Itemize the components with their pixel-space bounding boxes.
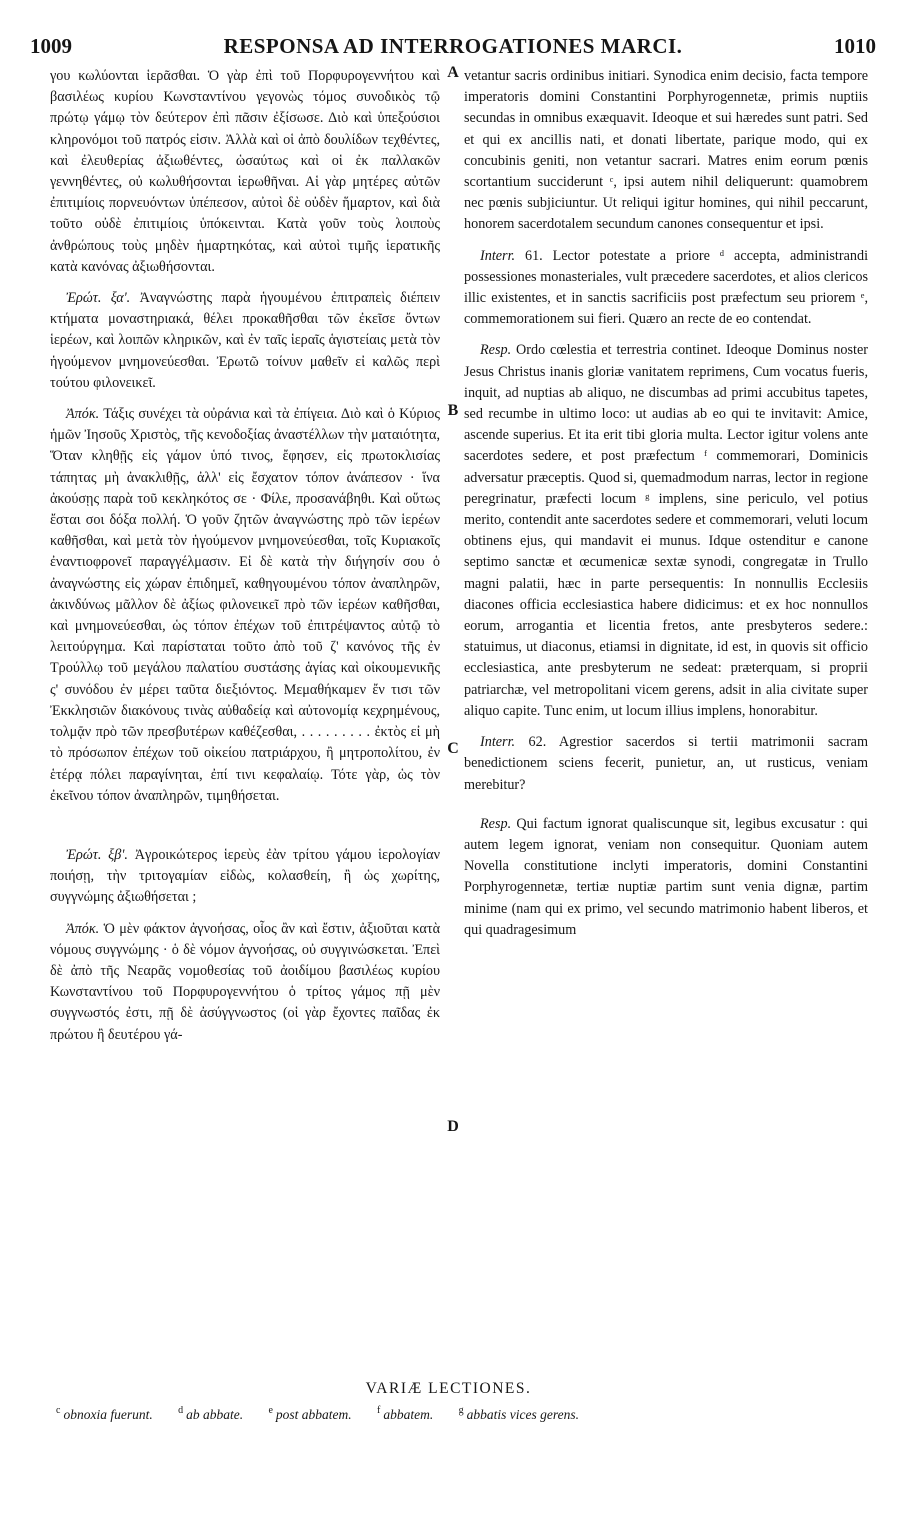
variant-note-text: abbatis vices gerens. (466, 1406, 579, 1422)
latin-answer-62-text: Qui factum ignorat qualiscunque sit, legibus excusatur : qui autem legem ignorat, veniam non consequitur. Quoniam autem Novella constitutione inclyti imperatoris, domini Constantini Porphyrogennetæ, tertiæ nuptiæ partim sunt venia dignæ, partim minime (nam qui ex primo, vel secundo matrimonio habent liberos, et qui quadragesimum (464, 815, 868, 938)
greek-answer-61-ellipsis: . . . . . . . . . (301, 724, 370, 741)
variant-note-mark: f (377, 1405, 381, 1416)
greek-answer-61-end: ἐκτὸς εἰ μὴ τὸ πρόσωπον ἐπέχων τοῦ οἰκείου πατριάρχου, ἢ μητροπολίτου, ἐν ἑτέρᾳ πόλει παραγίνηται, ἐπί τινι κεφαλαίῳ. Τότε γὰρ, ὡς τὸν ἐκεῖνου τόπον ἀναπληρῶν, τιμηθήσεται. (50, 724, 441, 804)
margin-letter-a: A (447, 64, 459, 81)
page-header (30, 34, 876, 64)
variant-note (377, 1407, 433, 1422)
latin-question-61 (464, 246, 868, 331)
latin-question-61-label: Interr. (480, 247, 516, 264)
greek-question-62-text: Ἀγροικώτερος ἱερεὺς ἐὰν τρίτου γάμου ἱερολογίαν ποιήσῃ, τὴν τριτογαμίαν εἰδὼς, κολασθείη, ἢ ὡς χωρίτης, συγγνώμης ἀξιωθήσεται ; (50, 846, 441, 906)
latin-question-62-text: Agrestior sacerdos si tertii matrimonii sacram benedictionem sciens fecerit, punietur, an, ut rusticus, veniam merebitur? (464, 734, 868, 793)
variae-lectiones-heading: VARIÆ LECTIONES. (365, 1380, 532, 1397)
greek-answer-62-text: Ὁ μὲν φάκτον ἀγνοήσας, οἷος ἂν καὶ ἔστιν, ἀξιοῦται κατὰ νόμους συγγνώμης · ὁ δὲ νόμον ἀγνοήσας, οὐ συγγινώσκεται. Ἐπεὶ δὲ ἀπὸ τῆς Νεαρᾶς νομοθεσίας τοῦ ἀοιδίμου βασιλέως κυρίου Κωνσταντίνου τοῦ Πορφυρογεννήτου ὁ τρίτος γάμος πῇ μὲν συγγνωστός ἐστι, πῇ δὲ ἀσύγγνωστος (οἱ γὰρ ἔχοντες παῖδας ἐκ πρώτου ἢ δευτέρου γά- (50, 920, 440, 1043)
greek-answer-61-label: Ἀπόκ. (66, 406, 100, 423)
greek-question-62 (50, 845, 440, 909)
latin-question-62 (464, 732, 868, 796)
variant-note (56, 1407, 153, 1422)
variant-note (268, 1407, 351, 1422)
margin-letter-b: B (447, 402, 459, 419)
greek-answer-62-label: Ἀπόκ. (66, 920, 100, 937)
greek-answer-61 (50, 404, 440, 807)
latin-answer-62-label: Resp. (480, 815, 512, 832)
variant-note-text: ab abbate. (186, 1406, 244, 1422)
variant-note (178, 1407, 243, 1422)
greek-question-62-label: Ἐρώτ. ξβ'. (66, 846, 128, 863)
greek-question-61 (50, 288, 440, 394)
latin-answer-61-label: Resp. (480, 342, 512, 359)
variant-note-mark: e (268, 1405, 273, 1416)
page-number-right: 1010 (834, 34, 876, 58)
greek-question-61-text: Ἀναγνώστης παρὰ ἡγουμένου ἐπιτραπεὶς διέπειν κτήματα μοναστηριακά, θέλει προκαθῆσθαι τῶν ἐκεῖσε ὄντων ἱερέων, καὶ λοιπῶν κληρικῶν, καὶ ἐν ταῖς ἱεραῖς ἁγιστείαις μετὰ τὸν ἡγούμενον μνημονεύεσθαι. Ἐρωτῶ τοίνυν μαθεῖν εἰ καλῶς περὶ τούτου φιλονεικεῖ. (50, 290, 440, 391)
variant-note-text: post abbatem. (275, 1406, 352, 1422)
variant-note-mark: g (458, 1405, 464, 1416)
page-number-left: 1009 (30, 34, 72, 58)
greek-answer-61-text: Τάξις συνέχει τὰ οὐράνια καὶ τὰ ἐπίγεια. Διὸ καὶ ὁ Κύριος ἡμῶν Ἰησοῦς Χριστὸς, τῆς κενοδοξίας ἀναστέλλων τὴν ματαιότητα, Ὅταν κληθῇς εἰς γάμον ὑπό τινος, ἔφησεν, εἰς πρωτοκλισίας τάπητας μὴ ἀνακλιθῇς, ἀλλ' εἰς ἔσχατον τόπον ἀνάπεσον · ἵνα ἀκούσῃς παρὰ τοῦ κεκληκότος σε · Φίλε, προσανάβηθι. Καὶ οὕτως ἔσται σοι δόξα πολλή. Ὁ γοῦν ζητῶν ἀναγνώστης πρὸ τῶν ἱερέων καθῆσθαι, καὶ μετὰ τὸν ἡγούμενον μνημονεύεσθαι, τοῖς Κυριακοῖς ἐναντιοφρονεῖ παραγγέλμασιν. Εἰ δὲ κατὰ τὴν διήγησίν σου ὁ ἀναγνώστης εἰς χώραν ἐπιδημεῖ, καθηγουμένου τόπον ἀναπληρῶν, ἀκινδύνως μᾶλλον δὲ ἀξίως φιλονεικεῖ πρὸ τῶν ἱερέων καθῆσθαι, καὶ μνημονεύεσθαι, ὡς τόπον ἐπέχων τοῦ ἐπιτρέψαντος αὐτῷ τὸ λειτούργημα. Καὶ παρίσταται τοῦτο ἀπὸ τοῦ ζ' κανόνος τῆς ἐν Τρούλλῳ τοῦ μεγάλου παλατίου συστάσης ἁγίας καὶ οἰκουμενικῆς ς' συνόδου ἐν μέρει ταῦτα διεξιόντος. Μεμαθήκαμεν ἔν τισι τῶν Ἐκκλησιῶν διακόνους τινὰς αὐθαδείᾳ καὶ αὐτονομίᾳ κεχρημένους, τολμᾷν πρὸ τῶν πρεσβυτέρων καθέζεσθαι, (50, 406, 440, 741)
variant-note-mark: c (56, 1405, 61, 1416)
variant-note-text: obnoxia fuerunt. (63, 1406, 153, 1422)
latin-answer-61-text: Ordo cœlestia et terrestria continet. Ideoque Dominus noster Jesus Christus inanis gloriæ vanitatem reprimens, Cum vocatus fueris, inquit, ad nuptias ab aliquo, ne discumbas ad primi accubitus tapetes, sed recumbe in ultimo loco: ut audias ab eo qui te invitavit: Amice, ascende superius. Et ita erit tibi gloria multa. Lector igitur volens ante sacerdotes sedere, et post præfectum ᶠ commemorari, Dominicis adversatur præceptis. Quod si, quemadmodum narras, lector in regione peregrinatur, præfecti locum ᵍ implens, sine periculo, vel potius merito, contendit ante sacerdotes sedere et commemorari, veluti locum obtinens ejus, qui mandavit ei munus. Idque ostenditur e canone septimo sanctæ et œcumenicæ sextæ synodi, congregatæ in Trullo magni palatii, hæc in parte persequentis: In nonnullis Ecclesiis diacones officia ecclesiastica habere didicimus: et ex hoc nonnullos eorum, arrogantia et licentia fretos, ante presbyteros sedere.: statuimus, ut diaconus, etiamsi in dignitate, id est, in quovis sit officio ecclesiastica, ante presbyterum ne sedeat: præterquam, si proprii patriarchæ, vel metropolitani vicem gerens, adsit in alia civitate super aliquo capite. Tunc enim, ut locum illius implens, honorabitur. (464, 342, 869, 719)
variant-note-mark: d (178, 1405, 184, 1416)
margin-letter-d: D (447, 1118, 459, 1135)
greek-paragraph-1: γου κωλύονται ἱερᾶσθαι. Ὁ γὰρ ἐπὶ τοῦ Πορφυρογεννήτου καὶ βασιλέως κυρίου Κωνσταντίνου γεγονὼς τόμος συνοδικὸς τῷ πρώτῳ γάμῳ τὸν δεύτερον ἐπὶ πᾶσιν ἐξίσωσε. Διὸ καὶ ὑπεξούσιοι κληρονόμοι τοῦ πατρός εἰσιν. Ἀλλὰ καὶ οἱ ἀπὸ δουλίδων τεχθέντες, καὶ ἐλευθερίας ἀξιωθέντες, ὡσαύτως καὶ οἱ ἐκ παλλακῶν γεννηθέντες, οὐ κωλυθήσονται ἱερωθῆναι. Αἱ γὰρ μητέρες αὐτῶν ἐπιτιμίοις πορνευόντων ὑπέπεσον, αὐτοὶ δὲ οὐδὲν ἥμαρτον, καὶ διὰ τοῦτο οὐδὲ ἐπιτιμίοις ὑπόκεινται. Κατὰ γοῦν τοὺς λοιποὺς ἀνθρώπους τοὺς μηδὲν ἡμαρτηκότας, καὶ αὐτοὶ τιμῆς ἱερατικῆς κατὰ κανόνας ἀξιωθήσονται. (50, 68, 440, 275)
latin-answer-62 (464, 814, 868, 941)
latin-question-61-number: 61. (524, 247, 543, 264)
variant-note-text: abbatem. (383, 1406, 434, 1422)
latin-question-62-label: Interr. (480, 734, 516, 751)
latin-question-61-text: Lector potestate a priore ᵈ accepta, administrandi possessiones monasteriales, vult præcedere sacerdotes, et alios clericos illic existentes, et in sanctis sacrificiis post præfectum seu priorem ᵉ, commemorationem sui fieri. Quæro an recte de eo contendat. (464, 247, 869, 328)
latin-answer-61 (464, 340, 868, 722)
variae-lectiones-notes (56, 1405, 876, 1423)
running-title: RESPONSA AD INTERROGATIONES MARCI. (223, 34, 683, 58)
latin-column (464, 66, 868, 941)
greek-question-61-label: Ἐρώτ. ξα'. (66, 290, 131, 307)
greek-column (50, 66, 440, 1046)
latin-paragraph-1: vetantur sacris ordinibus initiari. Synodica enim decisio, facta tempore imperatoris domini Constantini Porphyrogennetæ, primis nuptiis secundas in omnibus exæquavit. Ideoque et sui hæredes sunt patri. Sed et qui ex ancillis nati, et donati libertate, parique modo, qui ex concubinis geniti, non vetantur sacrari. Matres enim eorum pœnis scortantium succiderunt ᶜ, ipsi autem nihil deliquerunt: quamobrem nec pœnis subjiciuntur. Ut reliqui igitur homines, qui nihil peccarunt, honorem sacerdotalem secundum canones consequentur et ipsi. (464, 68, 868, 233)
latin-question-62-number: 62. (528, 734, 547, 751)
variant-note (459, 1407, 579, 1422)
margin-letter-c: C (447, 740, 459, 757)
greek-answer-62 (50, 919, 440, 1046)
